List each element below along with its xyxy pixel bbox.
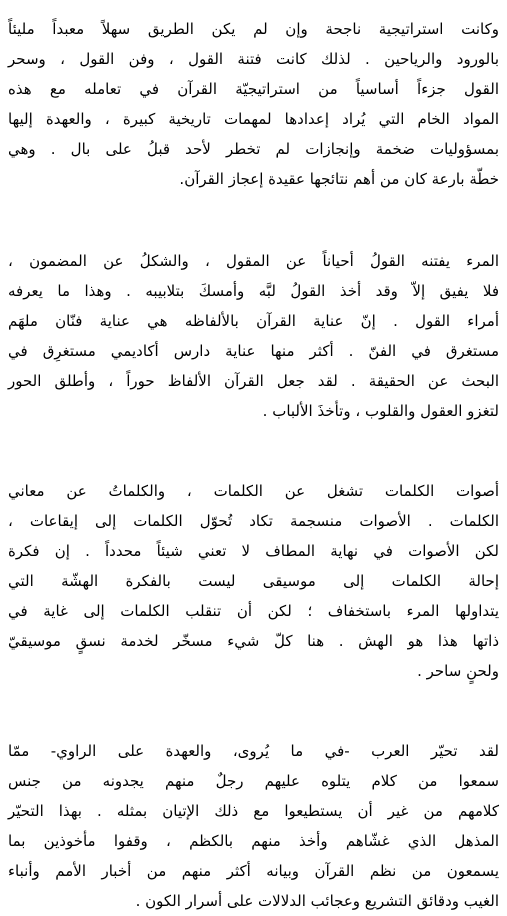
text-line: المرء يفتنه القولُ أحياناً عن المقول ، والشكلُ عن المضمون ،	[8, 252, 499, 270]
text-line: لتغزو العقول والقلوب ، وتأخذَ الألباب .	[262, 402, 499, 420]
text-line: بالورود والرياحين . لذلك كانت فتنة القول ، وفن القول ، وسحر	[8, 50, 499, 68]
paragraph-3	[8, 476, 499, 686]
text-line: كلامهم من غير أن يستطيعوا مع ذلك الإتيان بمثله . بهذا التحيّر	[8, 802, 499, 820]
text-line: الكلمات . الأصوات منسجمة تكاد تُحوّل الكلمات إلى إيقاعات ،	[8, 512, 499, 530]
text-line: أمراء القول . إنّ عناية القرآن بالألفاظه هي عناية فنّان ملهَم	[8, 312, 499, 330]
text-line: وكانت استراتيجية ناجحة وإن لم يكن الطريق سهلاً معبداً مليئاً	[8, 20, 499, 38]
text-line: مستغرق في الفنّ . أكثر منها عناية دارس أكاديمي مستغرِق في	[8, 342, 499, 360]
text-line: أصوات الكلمات تشغل عن الكلمات ، والكلماتُ عن معاني	[8, 482, 499, 500]
text-line: ولحنٍ ساحر .	[417, 662, 499, 680]
text-line: فلا يفيق إلاّ وقد أخذ القولُ لبَّه وأمسكَ بتلابيبه . وهذا ما يعرفه	[8, 282, 499, 300]
text-line: سمعوا من كلام يتلوه عليهم رجلٌ منهم يجدونه من جنس	[8, 772, 499, 790]
text-line: يتداولها المرء باستخفاف ؛ لكن أن تنقلب الكلمات إلى غاية في	[8, 602, 499, 620]
paragraph-2	[8, 246, 499, 426]
text-line: المذهل الذي غشّاهم وأخذ منهم بالكظم ، وقفوا مأخوذين بما	[8, 832, 499, 850]
text-line: لكن الأصوات في نهاية المطاف لا تعني شيئاً محدداً . إن فكرة	[8, 542, 499, 560]
text-line: خطّة بارعة كان من أهم نتائجها عقيدة إعجاز القرآن.	[179, 170, 499, 188]
text-line: لقد تحيّر العرب -في ما يُروى، والعهدة على الراوي- ممّا	[8, 742, 499, 760]
paragraph-gap	[8, 194, 499, 246]
text-line: المواد الخام التي يُراد إعدادها لمهمات تاريخية كبيرة ، والعهدة إليها	[8, 110, 499, 128]
text-line: البحث عن الحقيقة . لقد جعل القرآن الألفاظ حوراً ، وأطلق الحور	[8, 372, 499, 390]
text-line: بمسؤوليات ضخمة وإنجازات لم تخطر لأحد قبلُ على بال . وهي	[8, 140, 499, 158]
text-line: الغيب ودقائق التشريع وعجائب الدلالات على أسرار الكون .	[135, 892, 499, 910]
paragraph-gap	[8, 686, 499, 736]
paragraph-4	[8, 736, 499, 916]
paragraph-gap	[8, 426, 499, 476]
text-line: إحالة الكلمات إلى موسيقى ليست بالفكرة الهشّة التي	[8, 572, 499, 590]
paragraph-1	[8, 14, 499, 194]
text-line: ذاتها هذا هو الهش . هنا كلّ شيء مسخّر لخدمة نسقٍ موسيقيّ	[8, 632, 499, 650]
text-line: يسمعون من نظم القرآن وبيانه أكثر منهم من أخبار الأمم وأنباء	[8, 862, 499, 880]
text-line: القول جزءاً أساسياً من استراتيجيّة القرآن في تعامله مع هذه	[8, 80, 499, 98]
